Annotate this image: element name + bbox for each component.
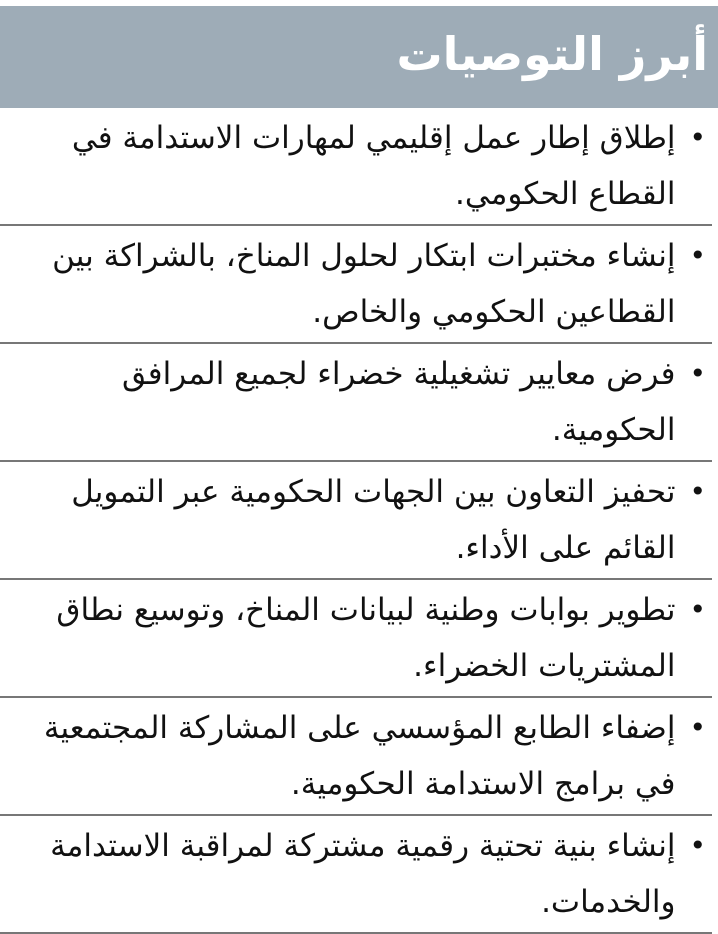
list-item: • إنشاء مختبرات ابتكار لحلول المناخ، بالشراكة بين القطاعين الحكومي والخاص. [0,226,712,344]
list-item: • تطوير بوابات وطنية لبيانات المناخ، وتوسيع نطاق المشتريات الخضراء. [0,580,712,698]
list-item: • إضفاء الطابع المؤسسي على المشاركة المجتمعية في برامج الاستدامة الحكومية. [0,698,712,816]
bullet-icon: • [689,475,706,508]
bullet-icon: • [689,593,706,626]
list-item: • إطلاق إطار عمل إقليمي لمهارات الاستدامة في القطاع الحكومي. [0,108,712,226]
bullet-icon: • [689,711,706,744]
header-banner [0,6,718,108]
bullet-icon: • [689,239,706,272]
list-item: • تحفيز التعاون بين الجهات الحكومية عبر التمويل القائم على الأداء. [0,462,712,580]
list-item: • إنشاء بنية تحتية رقمية مشتركة لمراقبة الاستدامة والخدمات. [0,816,712,934]
recommendations-list [0,108,712,934]
list-item: • فرض معايير تشغيلية خضراء لجميع المرافق الحكومية. [0,344,712,462]
bullet-icon: • [689,357,706,390]
bullet-icon: • [689,121,706,154]
page-title: أبرز التوصيات [396,27,708,81]
bullet-icon: • [689,829,706,862]
